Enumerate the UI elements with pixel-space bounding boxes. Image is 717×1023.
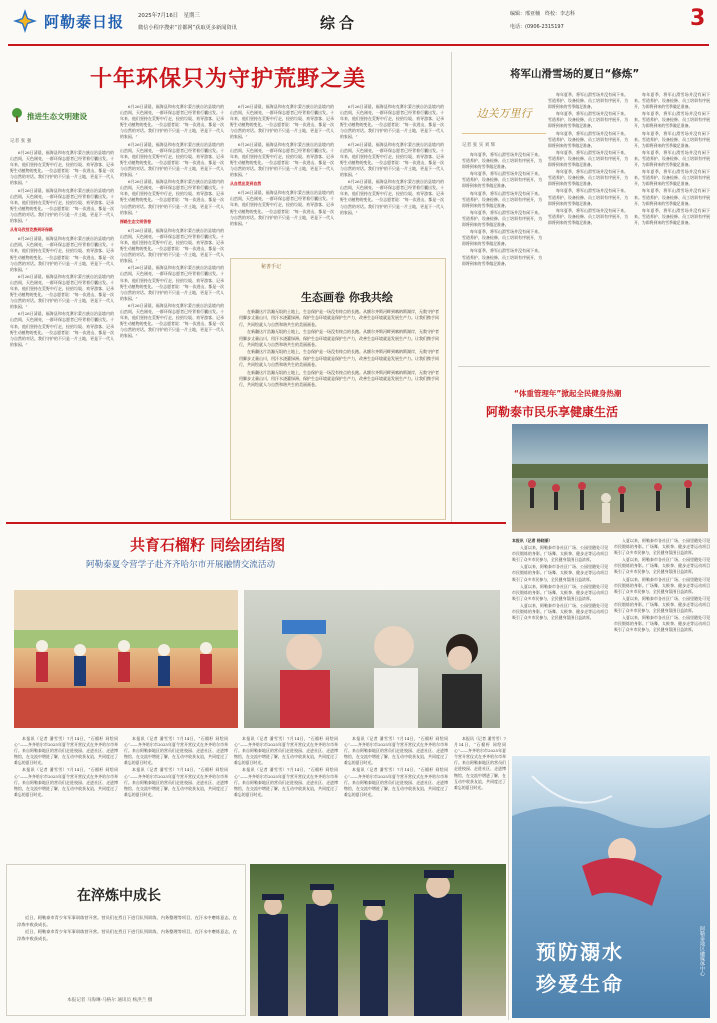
pomegranate-col-1: 本报讯（记者 潘雪雪）7月14日，“石榴籽 同绘同心”——齐齐哈尔市2025年夏令营开营仪式在齐齐哈尔市举行。来自阿勒泰地区的营员们走进校园、走进社区、走进博物馆，在交流中增进了解，在互动中收获友谊，共同度过了难忘的夏日时光。 本报讯（记者 潘雪雪）7月14日，“石榴籽 同绘同心”——齐齐哈尔市2025年夏令营开营仪式在齐齐哈尔市举行。来自阿勒泰地区的营员们走进校园、走进社区、走进博物馆，在交流中增进了解，在互动中收获友谊，共同度过了难忘的夏日时光。 xyxy=(14,736,118,797)
ski-col-1: 每年夏季，将军山滑雪场并没有闲下来。雪道养护、设备检修、员工培训有序展开，为即将到来的雪季做足准备。 每年夏季，将军山滑雪场并没有闲下来。雪道养护、设备检修、员工培训有序展开，为即将到来的雪季做足准备。 每年夏季，将军山滑雪场并没有闲下来。雪道养护、设备检修、员工培训有序展开，为即将到来的雪季做足准备。 每年夏季，将军山滑雪场并没有闲下来。雪道养护、设备检修、员工培训有序展开，为即将到来的雪季做足准备。 每年夏季，将军山滑雪场并没有闲下来。雪道养护、设备检修、员工培训有序展开，为即将到来的雪季做足准备。 每年夏季，将军山滑雪场并没有闲下来。雪道养护、设备检修、员工培训有序展开，为即将到来的雪季做足准备。 xyxy=(462,152,542,266)
ski-col-3: 每年夏季，将军山滑雪场并没有闲下来。雪道养护、设备检修、员工培训有序展开，为即将到来的雪季做足准备。 每年夏季，将军山滑雪场并没有闲下来。雪道养护、设备检修、员工培训有序展开，为即将到来的雪季做足准备。 每年夏季，将军山滑雪场并没有闲下来。雪道养护、设备检修、员工培训有序展开，为即将到来的雪季做足准备。 每年夏季，将军山滑雪场并没有闲下来。雪道养护、设备检修、员工培训有序展开，为即将到来的雪季做足准备。 每年夏季，将军山滑雪场并没有闲下来。雪道养护、设备检修、员工培训有序展开，为即将到来的雪季做足准备。 每年夏季，将军山滑雪场并没有闲下来。雪道养护、设备检修、员工培训有序展开，为即将到来的雪季做足准备。 每年夏季，将军山滑雪场并没有闲下来。雪道养护、设备检修、员工培训有序展开，为即将到来的雪季做足准备。 xyxy=(634,92,710,225)
lead-subhead-3: 从自然出发到自然 xyxy=(230,181,262,187)
pomegranate-col-3: 本报讯（记者 潘雪雪）7月14日，“石榴籽 同绘同心”——齐齐哈尔市2025年夏令营开营仪式在齐齐哈尔市举行。来自阿勒泰地区的营员们走进校园、走进社区、走进博物馆，在交流中增进了解，在互动中收获友谊，共同度过了难忘的夏日时光。 本报讯（记者 潘雪雪）7月14日，“石榴籽 同绘同心”——齐齐哈尔市2025年夏令营开营仪式在齐齐哈尔市举行。来自阿勒泰地区的营员们走进校园、走进社区、走进博物馆，在交流中增进了解，在互动中收获友谊，共同度过了难忘的夏日时光。 xyxy=(234,736,338,797)
rule-ski-bottom xyxy=(458,366,710,367)
subscribe-line: 微信小程序搜索“首都网”获取更多新闻资讯 xyxy=(138,25,237,31)
lead-kicker xyxy=(10,108,87,124)
fitness-tag: “体重管理年”掀起全民健身热潮 xyxy=(514,389,622,398)
lead-col-4: 6月26日清晨，福海县和布克赛尔蒙古族自治县境内的山峦间，天色刚亮，一群环保志愿者已经背着行囊出发。十年来，他们坚持在荒野中行走，捡拾垃圾、劝导游客、记录野生动植物的变化。一位志愿者说：“每一次进山，都是一次与自然的对话。我们守护的不只是一片土地，更是下一代人的家园。” 6月26日清晨，福海县和布克赛尔蒙古族自治县境内的山峦间，天色刚亮，一群环保志愿者已经背着行囊出发。十年来，他们坚持在荒野中行走，捡拾垃圾、劝导游客、记录野生动植物的变化。一位志愿者说：“每一次进山，都是一次与自然的对话。我们守护的不只是一片土地，更是下一代人的家园。” 6月26日清晨，福海县和布克赛尔蒙古族自治县境内的山峦间，天色刚亮，一群环保志愿者已经背着行囊出发。十年来，他们坚持在荒野中行走，捡拾垃圾、劝导游客、记录野生动植物的变化。一位志愿者说：“每一次进山，都是一次与自然的对话。我们守护的不只是一片土地，更是下一代人的家园。” xyxy=(340,104,444,215)
fitness-headline: 阿勒泰市民乐享健康生活 xyxy=(486,405,619,419)
growth-caption: 近日，阿勒泰市青少年军事训练营开营。营员们在烈日下进行队列训练、内务整理等项目，在汗水中磨炼意志，在淬炼中收获成长。 近日，阿勒泰市青少年军事训练营开营。营员们在烈日下进行队列训练、内务整理等项目，在汗水中磨炼意志，在淬炼中收获成长。 xyxy=(17,915,237,941)
masthead-rule xyxy=(8,44,709,46)
growth-title: 在淬炼中成长 xyxy=(77,888,161,904)
essay-body: 在新疆这片浩瀚无垠的土地上，生态保护是一场没有终点的长跑。从额尔齐斯河畔到喀纳斯湖岸，无数守护者用脚步丈量山川，用汗水浇灌绿洲。保护生态环境就是保护生产力，改善生态环境就是发展生产力。让我们携手同行，共同绘就人与自然和谐共生的美丽画卷。 在新疆这片浩瀚无垠的土地上，生态保护是一场没有终点的长跑。从额尔齐斯河畔到喀纳斯湖岸，无数守护者用脚步丈量山川，用汗水浇灌绿洲。保护生态环境就是保护生产力，改善生态环境就是发展生产力。让我们携手同行，共同绘就人与自然和谐共生的美丽画卷。 在新疆这片浩瀚无垠的土地上，生态保护是一场没有终点的长跑。从额尔齐斯河畔到喀纳斯湖岸，无数守护者用脚步丈量山川，用汗水浇灌绿洲。保护生态环境就是保护生产力，改善生态环境就是发展生产力。让我们携手同行，共同绘就人与自然和谐共生的美丽画卷。 在新疆这片浩瀚无垠的土地上，生态保护是一场没有终点的长跑。从额尔齐斯河畔到喀纳斯湖岸，无数守护者用脚步丈量山川，用汗水浇灌绿洲。保护生态环境就是保护生产力，改善生态环境就是发展生产力。让我们携手同行，共同绘就人与自然和谐共生的美丽画卷。 xyxy=(239,309,439,388)
essay-tag: 秘書手记 xyxy=(261,264,282,270)
fitness-col-2: 入夏以来，阿勒泰市各社区广场、公园里随处可见市民锻炼的身影。广场舞、太极拳、健步走等运动项目吸引了众多市民参与，全民健身氛围日益浓厚。 入夏以来，阿勒泰市各社区广场、公园里随处可见市民锻炼的身影。广场舞、太极拳、健步走等运动项目吸引了众多市民参与，全民健身氛围日益浓厚。 入夏以来，阿勒泰市各社区广场、公园里随处可见市民锻炼的身影。广场舞、太极拳、健步走等运动项目吸引了众多市民参与，全民健身氛围日益浓厚。 入夏以来，阿勒泰市各社区广场、公园里随处可见市民锻炼的身影。广场舞、太极拳、健步走等运动项目吸引了众多市民参与，全民健身氛围日益浓厚。 入夏以来，阿勒泰市各社区广场、公园里随处可见市民锻炼的身影。广场舞、太极拳、健步走等运动项目吸引了众多市民参与，全民健身氛围日益浓厚。 xyxy=(614,538,710,633)
growth-credit: 本报记者 马海琳·马格尔 通讯员 杨洪兰 摄 xyxy=(67,998,153,1003)
pomegranate-col-2: 本报讯（记者 潘雪雪）7月14日，“石榴籽 同绘同心”——齐齐哈尔市2025年夏令营开营仪式在齐齐哈尔市举行。来自阿勒泰地区的营员们走进校园、走进社区、走进博物馆，在交流中增进了解，在互动中收获友谊，共同度过了难忘的夏日时光。 本报讯（记者 潘雪雪）7月14日，“石榴籽 同绘同心”——齐齐哈尔市2025年夏令营开营仪式在齐齐哈尔市举行。来自阿勒泰地区的营员们走进校园、走进社区、走进博物馆，在交流中增进了解，在互动中收获友谊，共同度过了难忘的夏日时光。 xyxy=(124,736,228,797)
fitness-col-1: 本报讯（记者 杨晓丽） 入夏以来，阿勒泰市各社区广场、公园里随处可见市民锻炼的身影。广场舞、太极拳、健步走等运动项目吸引了众多市民参与，全民健身氛围日益浓厚。 入夏以来，阿勒泰市各社区广场、公园里随处可见市民锻炼的身影。广场舞、太极拳、健步走等运动项目吸引了众多市民参与，全民健身氛围日益浓厚。 入夏以来，阿勒泰市各社区广场、公园里随处可见市民锻炼的身影。广场舞、太极拳、健步走等运动项目吸引了众多市民参与，全民健身氛围日益浓厚。 入夏以来，阿勒泰市各社区广场、公园里随处可见市民锻炼的身影。广场舞、太极拳、健步走等运动项目吸引了众多市民参与，全民健身氛围日益浓厚。 xyxy=(512,538,608,621)
ski-byline: 记者 张 实 刘 辉 xyxy=(462,143,496,148)
tree-icon xyxy=(10,108,24,124)
lead-headline: 十年环保只为守护荒野之美 xyxy=(90,67,367,92)
hotline: 电话：(0906-2315197 xyxy=(510,24,564,30)
ski-col-2: 每年夏季，将军山滑雪场并没有闲下来。雪道养护、设备检修、员工培训有序展开，为即将到来的雪季做足准备。 每年夏季，将军山滑雪场并没有闲下来。雪道养护、设备检修、员工培训有序展开，为即将到来的雪季做足准备。 每年夏季，将军山滑雪场并没有闲下来。雪道养护、设备检修、员工培训有序展开，为即将到来的雪季做足准备。 每年夏季，将军山滑雪场并没有闲下来。雪道养护、设备检修、员工培训有序展开，为即将到来的雪季做足准备。 每年夏季，将军山滑雪场并没有闲下来。雪道养护、设备检修、员工培训有序展开，为即将到来的雪季做足准备。 每年夏季，将军山滑雪场并没有闲下来。雪道养护、设备检修、员工培训有序展开，为即将到来的雪季做足准备。 每年夏季，将军山滑雪场并没有闲下来。雪道养护、设备检修、员工培训有序展开，为即将到来的雪季做足准备。 xyxy=(548,92,628,225)
date-line: 2025年7月16日 星期三 xyxy=(138,13,200,19)
drowning-poster xyxy=(512,756,710,1018)
pomegranate-headline: 共育石榴籽 同绘团结图 xyxy=(130,536,286,554)
rule-mid-right xyxy=(508,760,509,1020)
page-number: 3 xyxy=(690,6,706,31)
ski-column-art: 边关万里行 xyxy=(462,92,546,134)
growth-box xyxy=(6,864,246,1016)
essay-box xyxy=(230,258,446,520)
paper-name: 阿勒泰日报 xyxy=(44,13,125,31)
section-title: 综合 xyxy=(320,14,359,32)
lead-subhead-1: 从有乌孜别克族到环保路 xyxy=(10,227,53,233)
lead-col-3: 6月26日清晨，福海县和布克赛尔蒙古族自治县境内的山峦间，天色刚亮，一群环保志愿者已经背着行囊出发。十年来，他们坚持在荒野中行走，捡拾垃圾、劝导游客、记录野生动植物的变化。一位志愿者说：“每一次进山，都是一次与自然的对话。我们守护的不只是一片土地，更是下一代人的家园。” 6月26日清晨，福海县和布克赛尔蒙古族自治县境内的山峦间，天色刚亮，一群环保志愿者已经背着行囊出发。十年来，他们坚持在荒野中行走，捡拾垃圾、劝导游客、记录野生动植物的变化。一位志愿者说：“每一次进山，都是一次与自然的对话。我们守护的不只是一片土地，更是下一代人的家园。” 从自然出发到自然 6月26日清晨，福海县和布克赛尔蒙古族自治县境内的山峦间，天色刚亮，一群环保志愿者已经背着行囊出发。十年来，他们坚持在荒野中行走，捡拾垃圾、劝导游客、记录野生动植物的变化。一位志愿者说：“每一次进山，都是一次与自然的对话。我们守护的不只是一片土地，更是下一代人的家园。” xyxy=(230,104,334,226)
paper-logo-icon xyxy=(12,8,38,34)
drowning-line-2: 珍爱生命 xyxy=(536,972,624,996)
drowning-line-1: 预防溺水 xyxy=(536,940,624,964)
drowning-side-label: 阿勒泰地区融媒体中心 xyxy=(699,926,705,976)
pomegranate-col-4: 本报讯（记者 潘雪雪）7月14日，“石榴籽 同绘同心”——齐齐哈尔市2025年夏令营开营仪式在齐齐哈尔市举行。来自阿勒泰地区的营员们走进校园、走进社区、走进博物馆，在交流中增进了解，在互动中收获友谊，共同度过了难忘的夏日时光。 本报讯（记者 潘雪雪）7月14日，“石榴籽 同绘同心”——齐齐哈尔市2025年夏令营开营仪式在齐齐哈尔市举行。来自阿勒泰地区的营员们走进校园、走进社区、走进博物馆，在交流中增进了解，在互动中收获友谊，共同度过了难忘的夏日时光。 xyxy=(344,736,448,797)
pomegranate-col-5: 本报讯（记者 潘雪雪）7月14日，“石榴籽 同绘同心”——齐齐哈尔市2025年夏令营开营仪式在齐齐哈尔市举行。来自阿勒泰地区的营员们走进校园、走进社区、走进博物馆，在交流中增进了解，在互动中收获友谊，共同度过了难忘的夏日时光。 xyxy=(454,736,506,790)
lead-subhead-2: 探路生态文明答卷 xyxy=(120,218,152,224)
essay-title: 生态画卷 你我共绘 xyxy=(301,291,393,304)
lead-col-1: 6月26日清晨，福海县和布克赛尔蒙古族自治县境内的山峦间，天色刚亮，一群环保志愿者已经背着行囊出发。十年来，他们坚持在荒野中行走，捡拾垃圾、劝导游客、记录野生动植物的变化。一位志愿者说：“每一次进山，都是一次与自然的对话。我们守护的不只是一片土地，更是下一代人的家园。” 6月26日清晨，福海县和布克赛尔蒙古族自治县境内的山峦间，天色刚亮，一群环保志愿者已经背着行囊出发。十年来，他们坚持在荒野中行走，捡拾垃圾、劝导游客、记录野生动植物的变化。一位志愿者说：“每一次进山，都是一次与自然的对话。我们守护的不只是一片土地，更是下一代人的家园。” 从有乌孜别克族到环保路 6月26日清晨，福海县和布克赛尔蒙古族自治县境内的山峦间，天色刚亮，一群环保志愿者已经背着行囊出发。十年来，他们坚持在荒野中行走，捡拾垃圾、劝导游客、记录野生动植物的变化。一位志愿者说：“每一次进山，都是一次与自然的对话。我们守护的不只是一片土地，更是下一代人的家园。” 6月26日清晨，福海县和布克赛尔蒙古族自治县境内的山峦间，天色刚亮，一群环保志愿者已经背着行囊出发。十年来，他们坚持在荒野中行走，捡拾垃圾、劝导游客、记录野生动植物的变化。一位志愿者说：“每一次进山，都是一次与自然的对话。我们守护的不只是一片土地，更是下一代人的家园。” 6月26日清晨，福海县和布克赛尔蒙古族自治县境内的山峦间，天色刚亮，一群环保志愿者已经背着行囊出发。十年来，他们坚持在荒野中行走，捡拾垃圾、劝导游客、记录野生动植物的变化。一位志愿者说：“每一次进山，都是一次与自然的对话。我们守护的不只是一片土地，更是下一代人的家园。” xyxy=(10,150,114,347)
lead-col-2: 6月26日清晨，福海县和布克赛尔蒙古族自治县境内的山峦间，天色刚亮，一群环保志愿者已经背着行囊出发。十年来，他们坚持在荒野中行走，捡拾垃圾、劝导游客、记录野生动植物的变化。一位志愿者说：“每一次进山，都是一次与自然的对话。我们守护的不只是一片土地，更是下一代人的家园。” 6月26日清晨，福海县和布克赛尔蒙古族自治县境内的山峦间，天色刚亮，一群环保志愿者已经背着行囊出发。十年来，他们坚持在荒野中行走，捡拾垃圾、劝导游客、记录野生动植物的变化。一位志愿者说：“每一次进山，都是一次与自然的对话。我们守护的不只是一片土地，更是下一代人的家园。” 6月26日清晨，福海县和布克赛尔蒙古族自治县境内的山峦间，天色刚亮，一群环保志愿者已经背着行囊出发。十年来，他们坚持在荒野中行走，捡拾垃圾、劝导游客、记录野生动植物的变化。一位志愿者说：“每一次进山，都是一次与自然的对话。我们守护的不只是一片土地，更是下一代人的家园。” 探路生态文明答卷 6月26日清晨，福海县和布克赛尔蒙古族自治县境内的山峦间，天色刚亮，一群环保志愿者已经背着行囊出发。十年来，他们坚持在荒野中行走，捡拾垃圾、劝导游客、记录野生动植物的变化。一位志愿者说：“每一次进山，都是一次与自然的对话。我们守护的不只是一片土地，更是下一代人的家园。” 6月26日清晨，福海县和布克赛尔蒙古族自治县境内的山峦间，天色刚亮，一群环保志愿者已经背着行囊出发。十年来，他们坚持在荒野中行走，捡拾垃圾、劝导游客、记录野生动植物的变化。一位志愿者说：“每一次进山，都是一次与自然的对话。我们守护的不只是一片土地，更是下一代人的家园。” 6月26日清晨，福海县和布克赛尔蒙古族自治县境内的山峦间，天色刚亮，一群环保志愿者已经背着行囊出发。十年来，他们坚持在荒野中行走，捡拾垃圾、劝导游客、记录野生动植物的变化。一位志愿者说：“每一次进山，都是一次与自然的对话。我们守护的不只是一片土地，更是下一代人的家园。” xyxy=(120,104,224,339)
ski-headline: 将军山滑雪场的夏日“修炼” xyxy=(510,68,640,80)
masthead xyxy=(0,0,717,44)
lead-byline: 记者 张 强 xyxy=(10,139,32,144)
rule-lead-right xyxy=(451,52,452,522)
editor-line: 编辑：邢亚楠 终校：李志科 xyxy=(510,11,576,17)
lead-kicker-label: 推进生态文明建设 xyxy=(27,111,87,121)
fitness-photo xyxy=(512,424,708,532)
pomegranate-photo-left xyxy=(14,590,238,728)
growth-photo xyxy=(250,864,506,1016)
pomegranate-subhead: 阿勒泰夏令营学子赴齐齐哈尔市开展融情交流活动 xyxy=(86,560,276,570)
pomegranate-photo-right xyxy=(244,590,500,728)
